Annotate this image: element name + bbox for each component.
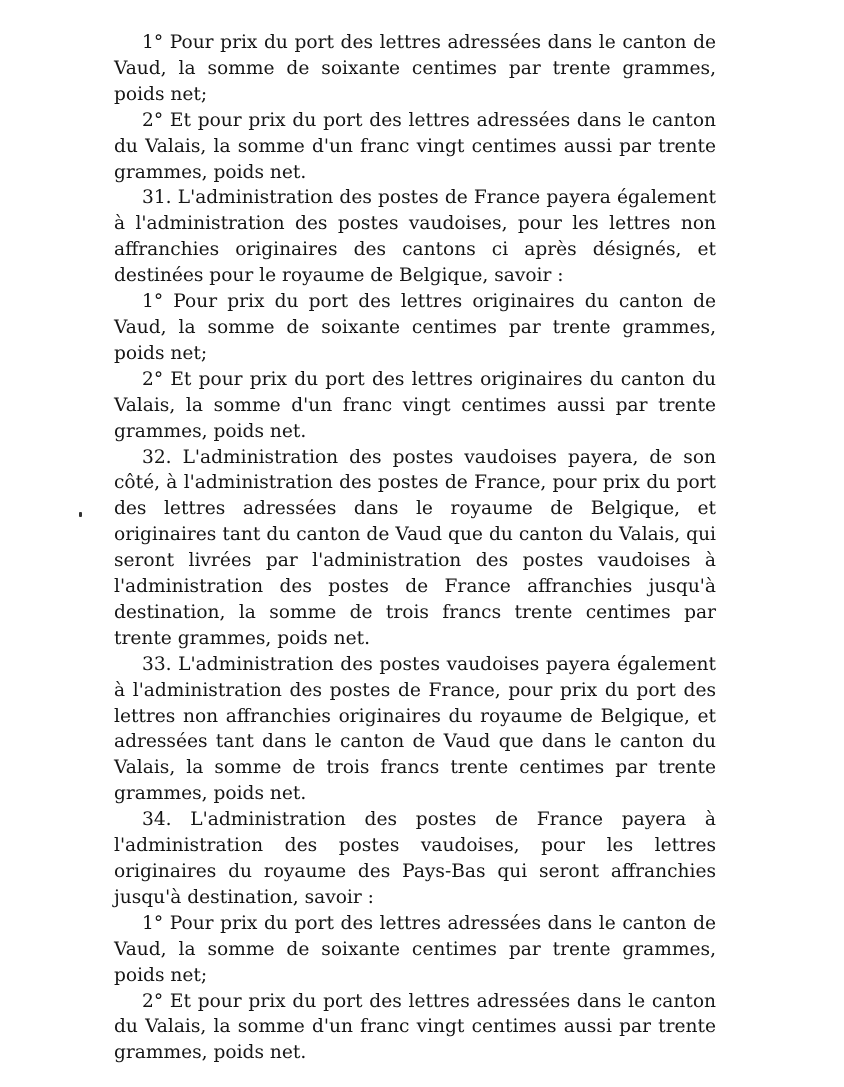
article-31: 31. L'administration des postes de France payera également à l'administration des postes vaudoises, pour les lettres non affranchies originaires des cantons ci après désignés, et destinées pour le royaume de Belgique, savoir :	[114, 187, 716, 287]
paragraph-2-valais-originaires: 2° Et pour prix du port des lettres originaires du canton du Valais, la somme d'un franc vingt centimes aussi par trente grammes, poids net.	[114, 368, 716, 442]
paragraph-1-vaud-pays-bas: 1° Pour prix du port des lettres adressées dans le canton de Vaud, la somme de soixante centimes par trente grammes, poids net;	[114, 912, 716, 986]
article-34: 34. L'administration des postes de France payera à l'administration des postes vaudoises, pour les lettres originaires du royaume des Pays-Bas qui seront affranchies jusqu'à destination, savoir :	[114, 809, 716, 908]
paragraph-2-valais-adressees: 2° Et pour prix du port des lettres adressées dans le canton du Valais, la somme d'un franc vingt centimes aussi par trente grammes, poids net.	[114, 109, 716, 183]
paragraph-1-vaud-originaires: 1° Pour prix du port des lettres originaires du canton de Vaud, la somme de soixante centimes par trente grammes, poids net;	[114, 291, 716, 364]
scan-speck	[79, 512, 82, 517]
article-33: 33. L'administration des postes vaudoises payera également à l'administration des postes de France, pour prix du port des lettres non affranchies originaires du royaume de Belgique, et adressées tant dans le canton de Vaud que dans le canton du Valais, la somme de trois francs trente centimes par trente grammes, poids net.	[114, 653, 716, 805]
document-body	[114, 30, 716, 1066]
article-32: 32. L'administration des postes vaudoises payera, de son côté, à l'administration des postes de France, pour prix du port des lettres adressées dans le royaume de Belgique, et originaires tant du canton de Vaud que du canton du Valais, qui seront livrées par l'administration des postes vaudoises à l'administration des postes de France affranchies jusqu'à destination, la somme de trois francs trente centimes par trente grammes, poids net.	[114, 446, 716, 649]
paragraph-1-vaud-adressees: 1° Pour prix du port des lettres adressées dans le canton de Vaud, la somme de soixante centimes par trente grammes, poids net;	[114, 32, 716, 105]
paragraph-2-valais-pays-bas: 2° Et pour prix du port des lettres adressées dans le canton du Valais, la somme d'un franc vingt centimes aussi par trente grammes, poids net.	[114, 990, 716, 1064]
